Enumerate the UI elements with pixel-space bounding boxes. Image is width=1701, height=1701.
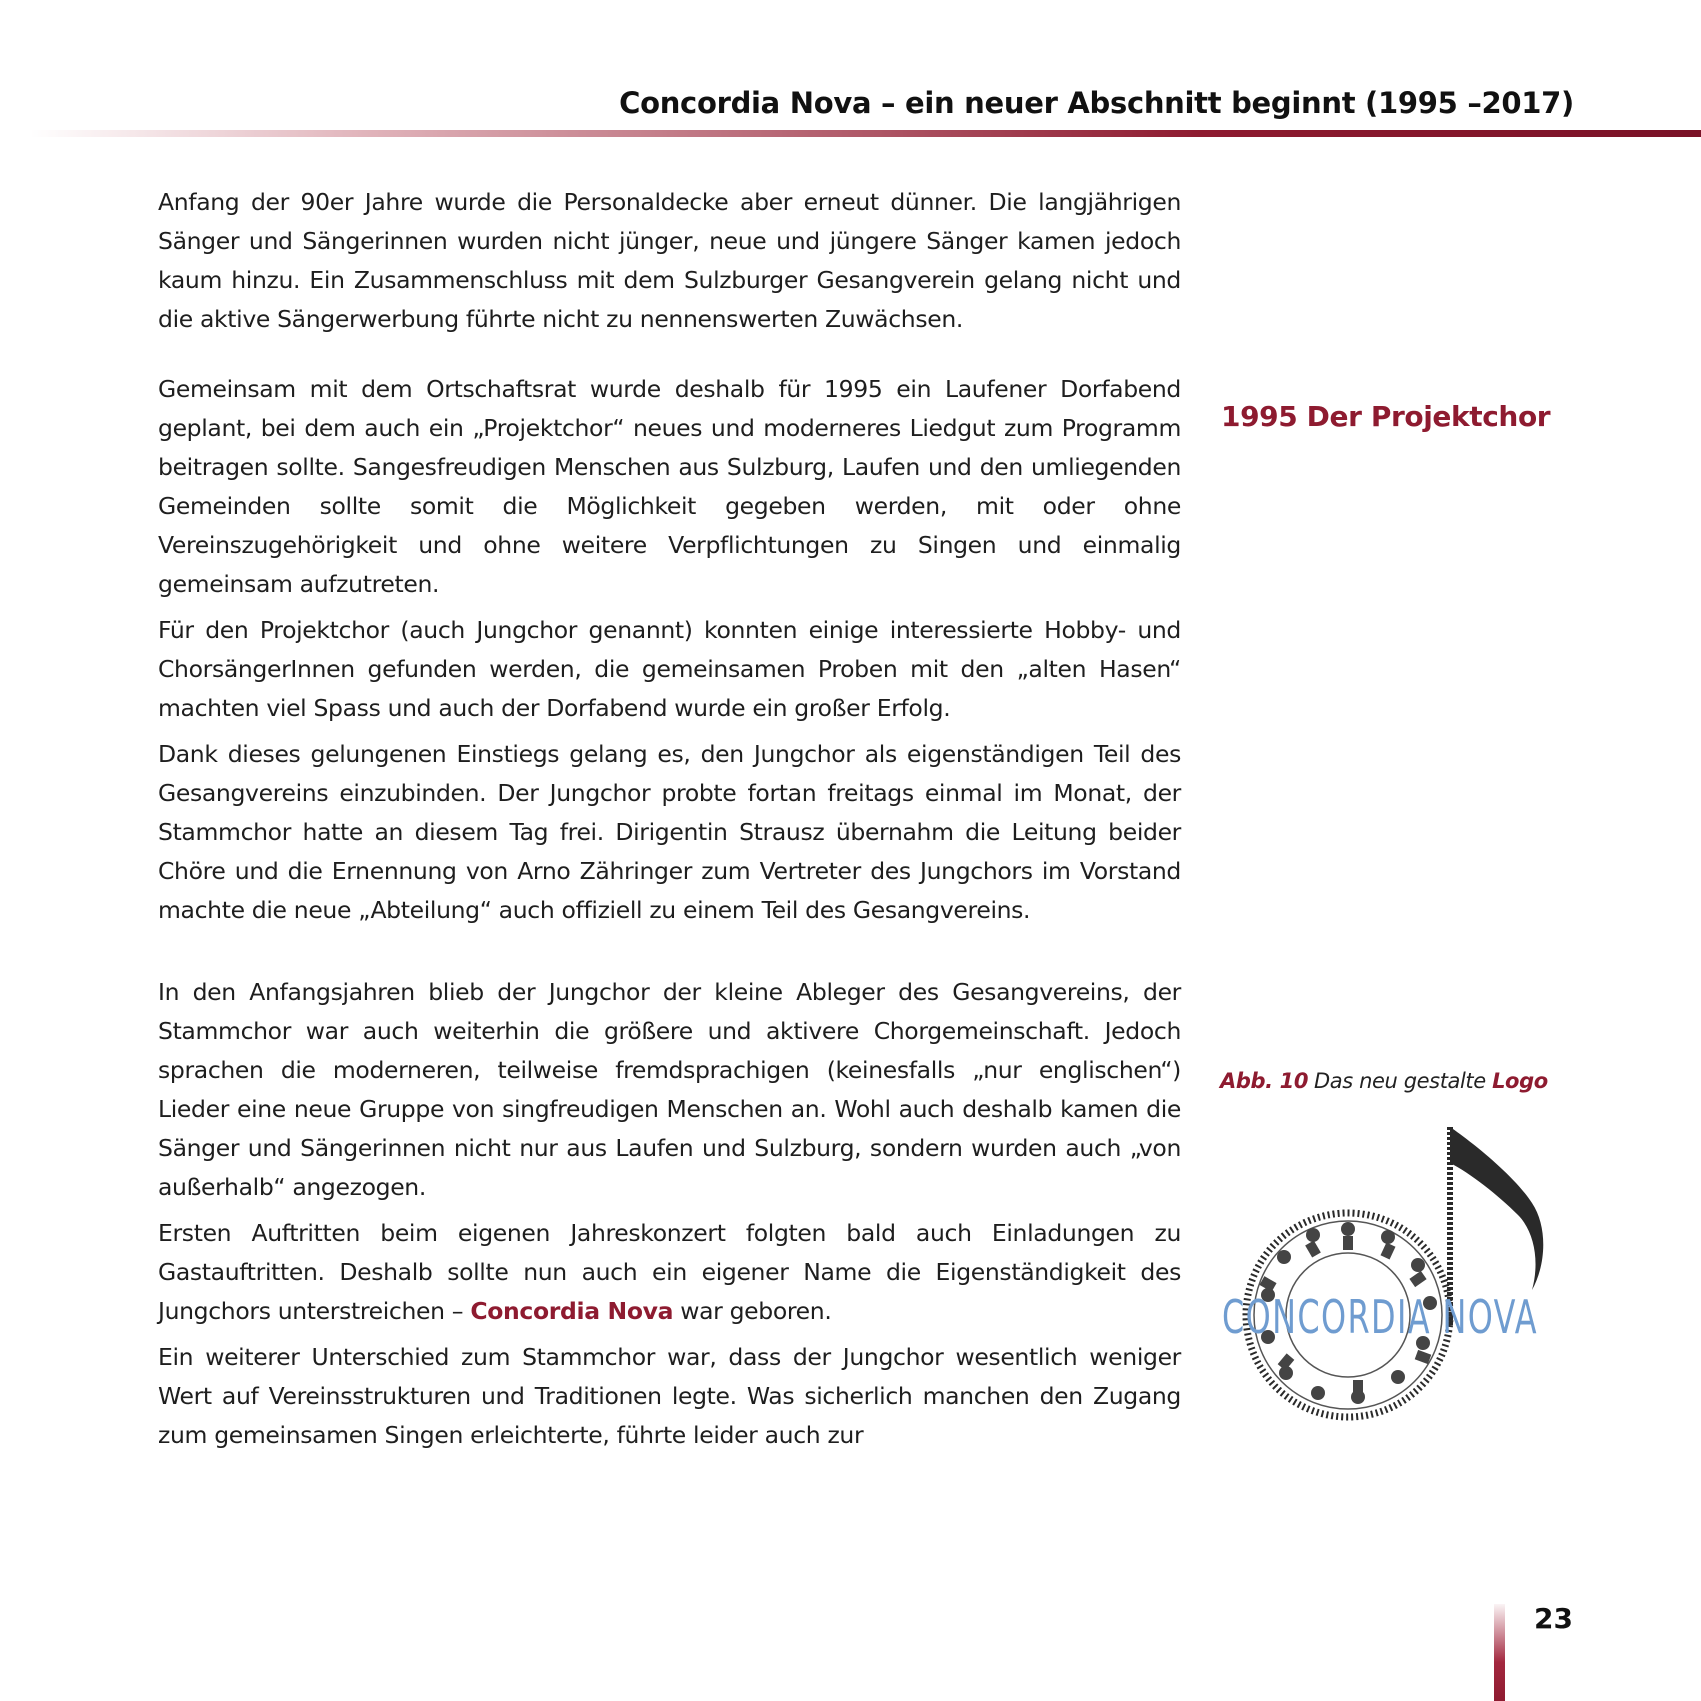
- note-flag: [1450, 1127, 1543, 1290]
- page-number-bar: [1494, 1604, 1505, 1701]
- paragraph-4: Dank dieses gelungenen Einstiegs gelang es, den Jungchor als eigenständigen Teil des Gesangvereins einzubinden. Der Jungchor probte fortan freitags einmal im Monat, der Stammchor hatte an diesem Tag frei. Dirigentin Strausz übernahm die Leitung beider Chöre und die Ernennung von Arno Zähringer zum Vertreter des Jungchors im Vorstand machte die neue „Abteilung“ auch offiziell zu einem Teil des Gesangvereins.: [158, 740, 1181, 924]
- logo-lettering: CONCORDIA NOVA: [1222, 1290, 1538, 1344]
- main-text-column: [158, 183, 1181, 1455]
- concordia-nova-logo: [1218, 1115, 1578, 1445]
- paragraph-6-text-b: war geboren.: [673, 1297, 832, 1325]
- paragraph-6: [158, 1214, 1181, 1331]
- caption-label: Abb. 10: [1220, 1069, 1309, 1093]
- paragraph-2: Gemeinsam mit dem Ortschaftsrat wurde deshalb für 1995 ein Laufener Dorfabend geplant, bei dem auch ein „Projektchor“ neues und moderneres Liedgut zum Programm beitragen sollte. Sangesfreudigen Menschen aus Sulzburg, Laufen und den umliegenden Gemeinden sollte somit die Möglichkeit gegeben werden, mit oder ohne Vereinszugehörigkeit und ohne weitere Verpflichtungen zu Singen und einmalig gemeinsam aufzutreten.: [158, 375, 1181, 598]
- page-number: 23: [1534, 1602, 1573, 1635]
- sidebar-heading: 1995 Der Projektchor: [1221, 400, 1551, 433]
- caption-text: Das neu gestalte: [1314, 1069, 1493, 1093]
- header-rule: [30, 130, 1701, 137]
- page-header-title: Concordia Nova – ein neuer Abschnitt beginnt (1995 –2017): [619, 86, 1574, 120]
- paragraph-6-text-a: Ersten Auftritten beim eigenen Jahreskonzert folgten bald auch Einladungen zu Gastauftritten. Deshalb sollte nun auch ein eigener Name die Eigenständigkeit des Jungchors unterstreichen –: [158, 1219, 1181, 1325]
- caption-emphasis: Logo: [1492, 1069, 1548, 1093]
- concordia-nova-emphasis: Concordia Nova: [470, 1297, 674, 1325]
- paragraph-7: Ein weiterer Unterschied zum Stammchor war, dass der Jungchor wesentlich weniger Wert auf Vereinsstrukturen und Traditionen legte. Was sicherlich manchen den Zugang zum gemeinsamen Singen erleichterte, führte leider auch zur: [158, 1343, 1181, 1449]
- paragraph-3: Für den Projektchor (auch Jungchor genannt) konnten einige interessierte Hobby- und ChorsängerInnen gefunden werden, die gemeinsamen Proben mit den „alten Hasen“ machten viel Spass und auch der Dorfabend wurde ein großer Erfolg.: [158, 616, 1181, 722]
- figure-caption: [1220, 1069, 1548, 1093]
- paragraph-1: Anfang der 90er Jahre wurde die Personaldecke aber erneut dünner. Die langjährigen Sänger und Sängerinnen wurden nicht jünger, neue und jüngere Sänger kamen jedoch kaum hinzu. Ein Zusammenschluss mit dem Sulzburger Gesangverein gelang nicht und die aktive Sängerwerbung führte nicht zu nennenswerten Zuwächsen.: [158, 188, 1181, 333]
- paragraph-5: In den Anfangsjahren blieb der Jungchor der kleine Ableger des Gesangvereins, der Stammchor war auch weiterhin die größere und aktivere Chorgemeinschaft. Jedoch sprachen die moderneren, teilweise fremdsprachigen (keinesfalls „nur englischen“) Lieder eine neue Gruppe von singfreudigen Menschen an. Wohl auch deshalb kamen die Sänger und Sängerinnen nicht nur aus Laufen und Sulzburg, sondern wurden auch „von außerhalb“ angezogen.: [158, 978, 1181, 1201]
